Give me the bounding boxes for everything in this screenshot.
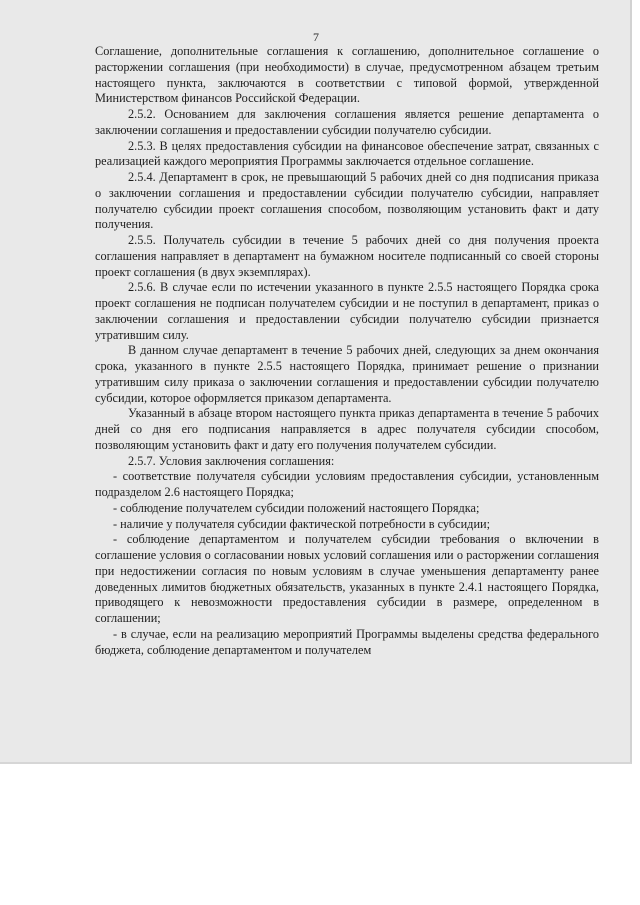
page-number: 7 <box>313 30 319 44</box>
list-item-limits-requirement: - соблюдение департаментом и получателем субсидии требования о включении в соглашение условия о согласовании новых условий соглашения или о расторжении соглашения при недостижении согласия по новым условиям в случае уменьшения департаменту ранее доведенных лимитов бюджетных обязательств, указанных в пункте 2.4.1 настоящего Порядка, приводящего к невозможности предоставления субсидии в размере, определенном в соглашении; <box>95 532 599 625</box>
list-item-federal-funds: - в случае, если на реализацию мероприятий Программы выделены средства федерального бюджета, соблюдение департаментом и получателем <box>95 626 599 657</box>
paragraph-2-5-6: 2.5.6. В случае если по истечении указанного в пункте 2.5.5 настоящего Порядка срока проект соглашения не подписан получателем субсидии и не поступил в департамент, приказ о заключении соглашения и предоставлении субсидии получателю субсидии признается утратившим силу. <box>95 280 599 342</box>
paragraph-2-5-2: 2.5.2. Основанием для заключения соглашения является решение департамента о заключении соглашения и предоставлении субсидии получателю субсидии. <box>95 107 599 137</box>
list-item-procedure-compliance: - соблюдение получателем субсидии положений настоящего Порядка; <box>113 500 480 515</box>
paragraph-2-5-6-order-delivery: Указанный в абзаце втором настоящего пункта приказ департамента в течение 5 рабочих дней со дня его подписания направляется в адрес получателя субсидии способом, позволяющим установить факт и дату его получения получателем субсидии. <box>95 406 599 452</box>
document-body <box>95 44 599 658</box>
paragraph-agreement-forms: Соглашение, дополнительные соглашения к соглашению, дополнительное соглашение о расторжении соглашения (при необходимости) в случае, предусмотренном абзацем третьим настоящего пункта, заключаются в соответствии с типовой формой, утвержденной Министерством финансов Российской Федерации. <box>95 44 599 106</box>
paragraph-2-5-7: 2.5.7. Условия заключения соглашения: <box>128 453 335 468</box>
list-item-conditions-compliance: - соответствие получателя субсидии условиям предоставления субсидии, установленным подразделом 2.6 настоящего Порядка; <box>95 469 599 499</box>
paragraph-2-5-3: 2.5.3. В целях предоставления субсидии на финансовое обеспечение затрат, связанных с реализацией каждого мероприятия Программы заключается отдельное соглашение. <box>95 138 599 169</box>
list-item-actual-need: - наличие у получателя субсидии фактической потребности в субсидии; <box>113 516 491 531</box>
blank-area <box>0 766 640 905</box>
paragraph-2-5-5: 2.5.5. Получатель субсидии в течение 5 рабочих дней со дня получения проекта соглашения направляет в департамент на бумажном носителе подписанный со своей стороны проект соглашения (в двух экземплярах). <box>95 233 599 279</box>
paragraph-2-5-4: 2.5.4. Департамент в срок, не превышающий 5 рабочих дней со дня подписания приказа о заключении соглашения и предоставлении субсидии получателю субсидии, направляет получателю субсидии проект соглашения способом, позволяющим установить факт и дату получения. <box>95 170 599 232</box>
paragraph-2-5-6-decision: В данном случае департамент в течение 5 рабочих дней, следующих за днем окончания срока, указанного в пункте 2.5.5 настоящего Порядка, принимает решение о признании утратившим силу приказа о заключении соглашения и предоставлении субсидии получателю субсидии, которое оформляется приказом департамента. <box>95 343 599 405</box>
